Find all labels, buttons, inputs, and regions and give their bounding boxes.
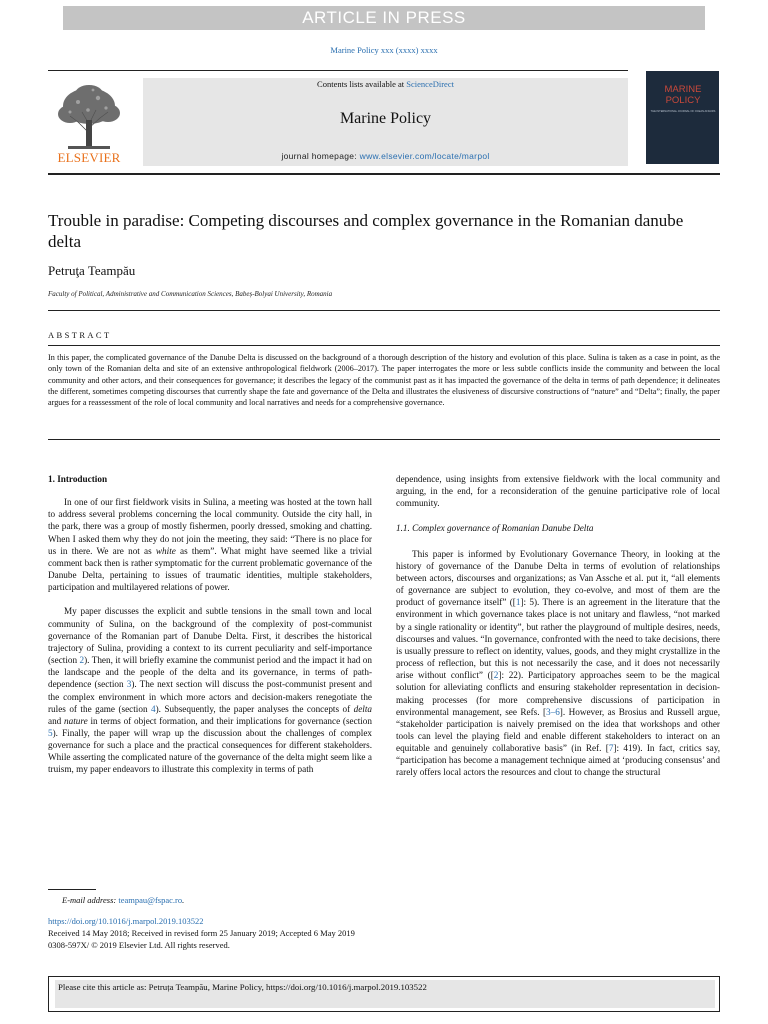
sciencedirect-link[interactable]: ScienceDirect — [406, 79, 454, 89]
citation-box — [48, 976, 720, 1012]
article-in-press-banner: ARTICLE IN PRESS — [63, 6, 705, 30]
journal-homepage-link[interactable]: www.elsevier.com/locate/marpol — [359, 151, 490, 161]
author-email-link[interactable]: teampau@fspac.ro — [118, 895, 183, 905]
paragraph: dependence, using insights from extensive fieldwork with the local community and arguing, in the end, for a reconsideration of the genuine participative role of local community. — [396, 474, 720, 509]
elsevier-wordmark[interactable]: ELSEVIER — [57, 150, 121, 165]
cover-title: MARINE POLICY — [664, 84, 702, 106]
body-column-left — [48, 473, 372, 776]
copyright-notice: 0308-597X/ © 2019 Elsevier Ltd. All rights reserved. — [48, 940, 230, 950]
email-label: E-mail address: — [62, 895, 119, 905]
journal-reference[interactable]: Marine Policy xxx (xxxx) xxxx — [330, 45, 438, 55]
paragraph: In one of our first fieldwork visits in Sulina, a meeting was hosted at the town hall to address several problems concerning the local community. Outside the city hall, in the park, there was a group of mostly fishermen, poorly dressed, smoking and chatting. When I asked them why they do not join the meeting, they said: “There is no place for us in there. We are not as white as them”. What might have seemed like a trivial comment back then is rather symptomatic for the current problematic governance of the Danube Delta, pertaining to issues of traumatic identities, multiple stakeholders, participation and multilayered relations of power. — [48, 497, 372, 593]
citation-link[interactable]: 7 — [608, 743, 614, 754]
contents-prefix: Contents lists available at — [317, 79, 407, 89]
citation-link[interactable]: 2 — [493, 670, 499, 681]
section-reference-link[interactable]: 2 — [79, 655, 85, 666]
footnote-rule — [48, 889, 96, 890]
journal-cover-image[interactable] — [646, 71, 719, 164]
body-column-right — [396, 473, 720, 779]
author-email-line: E-mail address: teampau@fspac.ro. — [62, 895, 185, 905]
article-author[interactable]: Petruţa Teampău — [48, 263, 136, 278]
paragraph: My paper discusses the explicit and subtle tensions in the small town and local community of Sulina, on the background of the complexity of post-communist governance of the Romanian part of Danube Delta. First, it describes the historical trajectory of Sulina, providing a context to its current peculiarity and self-importance (section 2). Then, it will briefly examine the communist period and the impact it had on the landscape and the people of the delta and its governance, in terms of path-dependence (section 3). The next section will discuss the post-communist present and the complex environment in which more actors and decision-makers renegotiate the rules of the game (section 4). Subsequently, the paper analyses the concepts of delta and nature in terms of object formation, and their implications for governance (section 5). Finally, the paper will wrap up the discussion about the challenges of complex governance for such a place and the practical consequences for different stakeholders. While asserting the complicated nature of the governance of the delta might seem like a truism, my paper endeavors to illustrate this complexity in terms of path — [48, 606, 372, 775]
cover-subtitle: THE INTERNATIONAL JOURNAL OF OCEAN AFFAIRS — [650, 110, 716, 113]
journal-name: Marine Policy — [339, 110, 432, 127]
header-rule-top — [48, 70, 628, 71]
contents-line — [143, 79, 628, 89]
abstract-heading: ABSTRACT — [48, 330, 112, 340]
section-heading-introduction: 1. Introduction — [48, 474, 108, 484]
abstract-text: In this paper, the complicated governance of the Danube Delta is discussed on the background of a thorough description of the history and evolution of this place. Sulina is taken as a case in point, as the only town of the Romanian delta and site of an extensive anthropological fieldwork (2006–2017). The paper interrogates the more or less subtle conflicts inside the community and between the local community and other actors, and their consequences for governance; it describes the legacy of the communist past as it has impacted the governance of the delta in terms of path dependence; it delineates the different, sometimes competing discourses that currently shape the fate and governance of the Delta and illustrates the elusiveness of discursive constructions of “nature” and “Delta”; finally, the paper argues for a reassessment of the role of local community and local narratives and needs for a comprehensive governance. — [48, 353, 720, 408]
citation-link[interactable]: 1 — [515, 597, 521, 608]
header-rule-bottom — [48, 173, 720, 175]
author-affiliation: Faculty of Political, Administrative and Communication Sciences, Babeș-Bolyai University, Romania — [48, 290, 333, 298]
homepage-prefix: journal homepage: — [281, 151, 360, 161]
journal-homepage-line — [143, 151, 628, 161]
divider — [48, 310, 720, 311]
received-dates: Received 14 May 2018; Received in revised form 25 January 2019; Accepted 6 May 2019 — [48, 928, 355, 938]
section-reference-link[interactable]: 3 — [126, 679, 132, 690]
divider — [48, 345, 720, 346]
citation-link[interactable]: 3–6 — [546, 706, 560, 717]
citation-text: Please cite this article as: Petruța Teampău, Marine Policy, https://doi.org/10.1016/j.marpol.2019.103522 — [58, 982, 427, 992]
paragraph: This paper is informed by Evolutionary Governance Theory, in looking at the history of governance of the Danube Delta in terms of evolution of relationships between actors, discourses and organizations; as Van Assche et al. put it, “all elements of governance are subject to evolution, they co-evolve, and most of them are the product of governance itself” ([1]: 5). There is an agreement in the literature that the environment in which governance takes place is not unitary and flawless, “not marked by a single rationality or identity”, but rather the playground of multiple desires, needs, discourses and values. “In governance, confronted with the need to take decisions, there is usually pressure to reflect on identity, values, goods, and they might crystallize in the process of reflection, but this is not necessarily the case, and it does not necessarily arise without conflict” ([2]: 22). Participatory approaches seem to be the magical solution for alleviating conflicts and ensuring stakeholder representation in decision-making processes (for more comprehensive discussions of participation in environmental management, see Refs. [3–6]. However, as Brosius and Russell argue, “stakeholder participation is naively premised on the idea that workshops and other tools can level the playing field and enable different stakeholders to interact on an equitable and genuinely collaborative basis” (in Ref. [7]: 419). In fact, critics say, “participation has become a management technique aimed at ‘producing consensus’ and rarely offers local actors the resources and clout to change the structural — [396, 548, 721, 778]
divider — [48, 439, 720, 440]
subsection-heading: 1.1. Complex governance of Romanian Danube Delta — [396, 523, 594, 534]
article-title: Trouble in paradise: Competing discourses and complex governance in the Romanian danube delta — [48, 211, 684, 251]
doi-link[interactable]: https://doi.org/10.1016/j.marpol.2019.103522 — [48, 916, 204, 926]
section-reference-link[interactable]: 5 — [48, 727, 53, 738]
section-reference-link[interactable]: 4 — [151, 703, 156, 714]
